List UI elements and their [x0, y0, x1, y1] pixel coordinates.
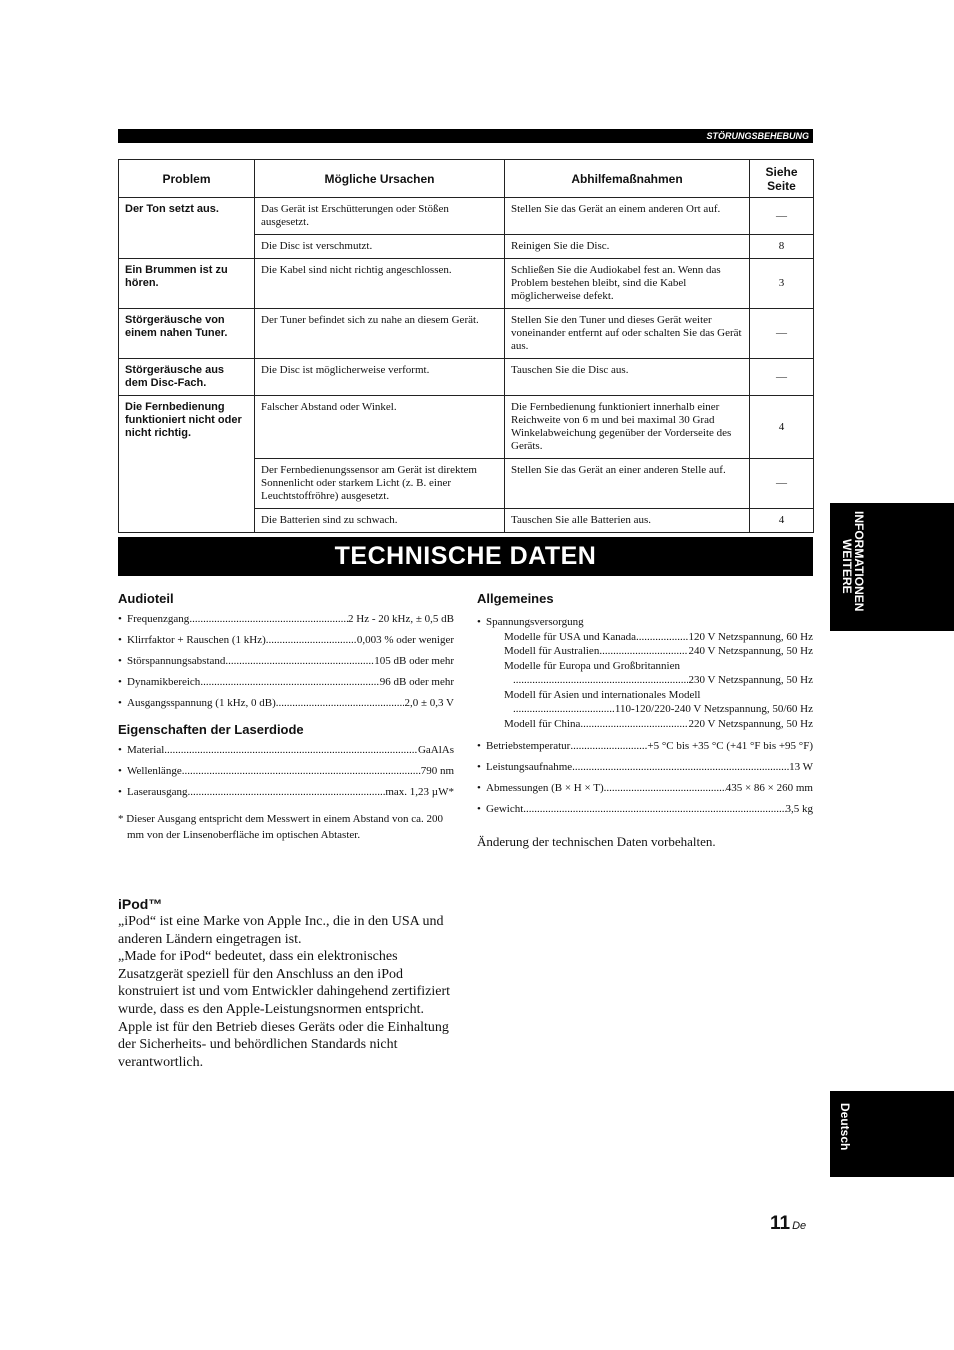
ipod-paragraph: „Made for iPod“ bedeutet, dass ein elektronisches Zusatzgerät speziell für den Anschluss an den iPod konstruiert ist und vom Entwickler dahingehend zertifiziert wurde, dass es den Apple-Leistungsnormen entspricht.	[118, 949, 451, 1017]
problem-cell: Der Ton setzt aus.	[119, 198, 255, 259]
cause-cell: Die Disc ist verschmutzt.	[255, 235, 505, 259]
table-row	[119, 198, 814, 235]
side-tab-weitere-informationen	[830, 503, 954, 631]
page-cell: 4	[750, 396, 814, 459]
page-cell: 8	[750, 235, 814, 259]
table-header-row	[119, 160, 814, 198]
cause-cell: Die Kabel sind nicht richtig angeschlossen.	[255, 259, 505, 309]
spec-item: • Frequenzgang ..... 2 Hz - 20 kHz, ± 0,5 dB	[118, 613, 454, 626]
laser-footnote: * Dieser Ausgang entspricht dem Messwert in einem Abstand von ca. 200 mm von der Linsenoberfläche im optischen Abtaster.	[118, 813, 444, 841]
table-row	[119, 396, 814, 459]
cause-cell: Die Disc ist möglicherweise verformt.	[255, 359, 505, 396]
ipod-heading: iPod™	[118, 896, 163, 912]
spec-item: • Klirrfaktor + Rauschen (1 kHz) ..... 0,003 % oder weniger	[118, 634, 454, 647]
power-supply-label: Spannungsversorgung	[486, 616, 584, 628]
audio-heading: Audioteil	[118, 591, 174, 606]
troubleshooting-table	[118, 159, 814, 533]
page-language-code: De	[792, 1220, 807, 1232]
spec-item: • Abmessungen (B × H × T) ..... 435 × 86 × 260 mm	[477, 782, 813, 795]
audio-spec-list	[118, 613, 454, 710]
section-header-bar	[118, 129, 813, 143]
laser-spec-list	[118, 744, 454, 799]
ipod-section	[118, 896, 454, 1071]
page-cell: —	[750, 198, 814, 235]
side-tab-deutsch	[830, 1091, 954, 1177]
side-tab-language-label: Deutsch	[838, 1103, 852, 1151]
remedy-cell: Stellen Sie das Gerät an einem anderen Ort auf.	[505, 198, 750, 235]
general-spec-list	[477, 740, 813, 816]
spec-item: • Ausgangsspannung (1 kHz, 0 dB) ..... 2,0 ± 0,3 V	[118, 697, 454, 710]
general-heading: Allgemeines	[477, 591, 554, 606]
column-header-page-text: Siehe Seite	[765, 164, 798, 193]
page-cell: —	[750, 459, 814, 509]
remedy-cell: Stellen Sie das Gerät an einer anderen Stelle auf.	[505, 459, 750, 509]
column-header-remedies: Abhilfemaßnahmen	[505, 160, 750, 198]
remedy-cell: Stellen Sie den Tuner und dieses Gerät weiter voneinander entfernt auf oder schalten Sie das Gerät aus.	[505, 309, 750, 359]
section-title: STÖRUNGSBEHEBUNG	[706, 131, 809, 141]
remedy-cell: Die Fernbedienung funktioniert innerhalb einer Reichweite von 6 m und bei maximal 30 Grad Winkelabweichung gegenüber der Vorderseite des Geräts.	[505, 396, 750, 459]
page-cell: 4	[750, 509, 814, 533]
column-header-page	[750, 160, 814, 198]
power-supply-block: • Spannungsversorgung Modelle für USA und Kanada ..... 120 V Netzspannung, 60 Hz Modell für Australien ..... 240 V Netzspannung, 50 Hz Modelle für Europa und Großbritannien ..... 230 V Netzspannung, 50 Hz Modell für Asien und internationales Modell ..... 110-120/220-240 V Netzspannung, 50/60 Hz Modell für China ..... 220 V Netzspannung, 50 Hz	[477, 615, 813, 731]
page-number-value: 11	[770, 1213, 791, 1234]
cause-cell: Falscher Abstand oder Winkel.	[255, 396, 505, 459]
cause-cell: Die Batterien sind zu schwach.	[255, 509, 505, 533]
page-cell: 3	[750, 259, 814, 309]
spec-item: • Laserausgang ..... max. 1,23 µW*	[118, 786, 454, 799]
ipod-paragraph: Apple ist für den Betrieb dieses Geräts oder die Einhaltung der Sicherheits- und behördlichen Standards nicht verantwortlich.	[118, 1019, 449, 1070]
spec-item: • Leistungsaufnahme ..... 13 W	[477, 761, 813, 774]
laser-heading: Eigenschaften der Laserdiode	[118, 722, 304, 737]
remedy-cell: Reinigen Sie die Disc.	[505, 235, 750, 259]
table-row	[119, 259, 814, 309]
side-tab-label-line2: INFORMATIONEN	[852, 511, 866, 612]
page-number	[770, 1213, 806, 1235]
column-header-problem: Problem	[119, 160, 255, 198]
remedy-cell: Schließen Sie die Audiokabel fest an. Wenn das Problem bestehen bleibt, sind die Kabel möglicherweise defekt.	[505, 259, 750, 309]
table-row	[119, 309, 814, 359]
cause-cell: Der Fernbedienungssensor am Gerät ist direktem Sonnenlicht oder starkem Licht (z. B. einer Leuchtstoffröhre) ausgesetzt.	[255, 459, 505, 509]
spec-item: • Betriebstemperatur ..... +5 °C bis +35 °C (+41 °F bis +95 °F)	[477, 740, 813, 753]
side-tab-label-line1: WEITERE	[840, 539, 854, 594]
spec-item: • Material ..... GaAlAs	[118, 744, 454, 757]
table-row	[119, 359, 814, 396]
spec-item: • Dynamikbereich ..... 96 dB oder mehr	[118, 676, 454, 689]
problem-cell: Störgeräusche von einem nahen Tuner.	[119, 309, 255, 359]
remedy-cell: Tauschen Sie die Disc aus.	[505, 359, 750, 396]
section-title-banner: TECHNISCHE DATEN	[118, 537, 813, 576]
cause-cell: Der Tuner befindet sich zu nahe an diesem Gerät.	[255, 309, 505, 359]
problem-cell: Die Fernbedienung funktioniert nicht oder nicht richtig.	[119, 396, 255, 533]
cause-cell: Das Gerät ist Erschütterungen oder Stößen ausgesetzt.	[255, 198, 505, 235]
page-cell: —	[750, 359, 814, 396]
spec-item: • Störspannungsabstand ..... 105 dB oder mehr	[118, 655, 454, 668]
spec-item: • Wellenlänge ..... 790 nm	[118, 765, 454, 778]
column-header-causes: Mögliche Ursachen	[255, 160, 505, 198]
change-note: Änderung der technischen Daten vorbehalten.	[477, 834, 716, 849]
page-cell: —	[750, 309, 814, 359]
right-spec-column	[477, 591, 813, 850]
problem-cell: Störgeräusche aus dem Disc-Fach.	[119, 359, 255, 396]
problem-cell: Ein Brummen ist zu hören.	[119, 259, 255, 309]
ipod-paragraph: „iPod“ ist eine Marke von Apple Inc., die in den USA und anderen Ländern eingetragen ist.	[118, 914, 444, 947]
remedy-cell: Tauschen Sie alle Batterien aus.	[505, 509, 750, 533]
left-spec-column	[118, 591, 454, 843]
spec-item: • Gewicht ..... 3,5 kg	[477, 803, 813, 816]
